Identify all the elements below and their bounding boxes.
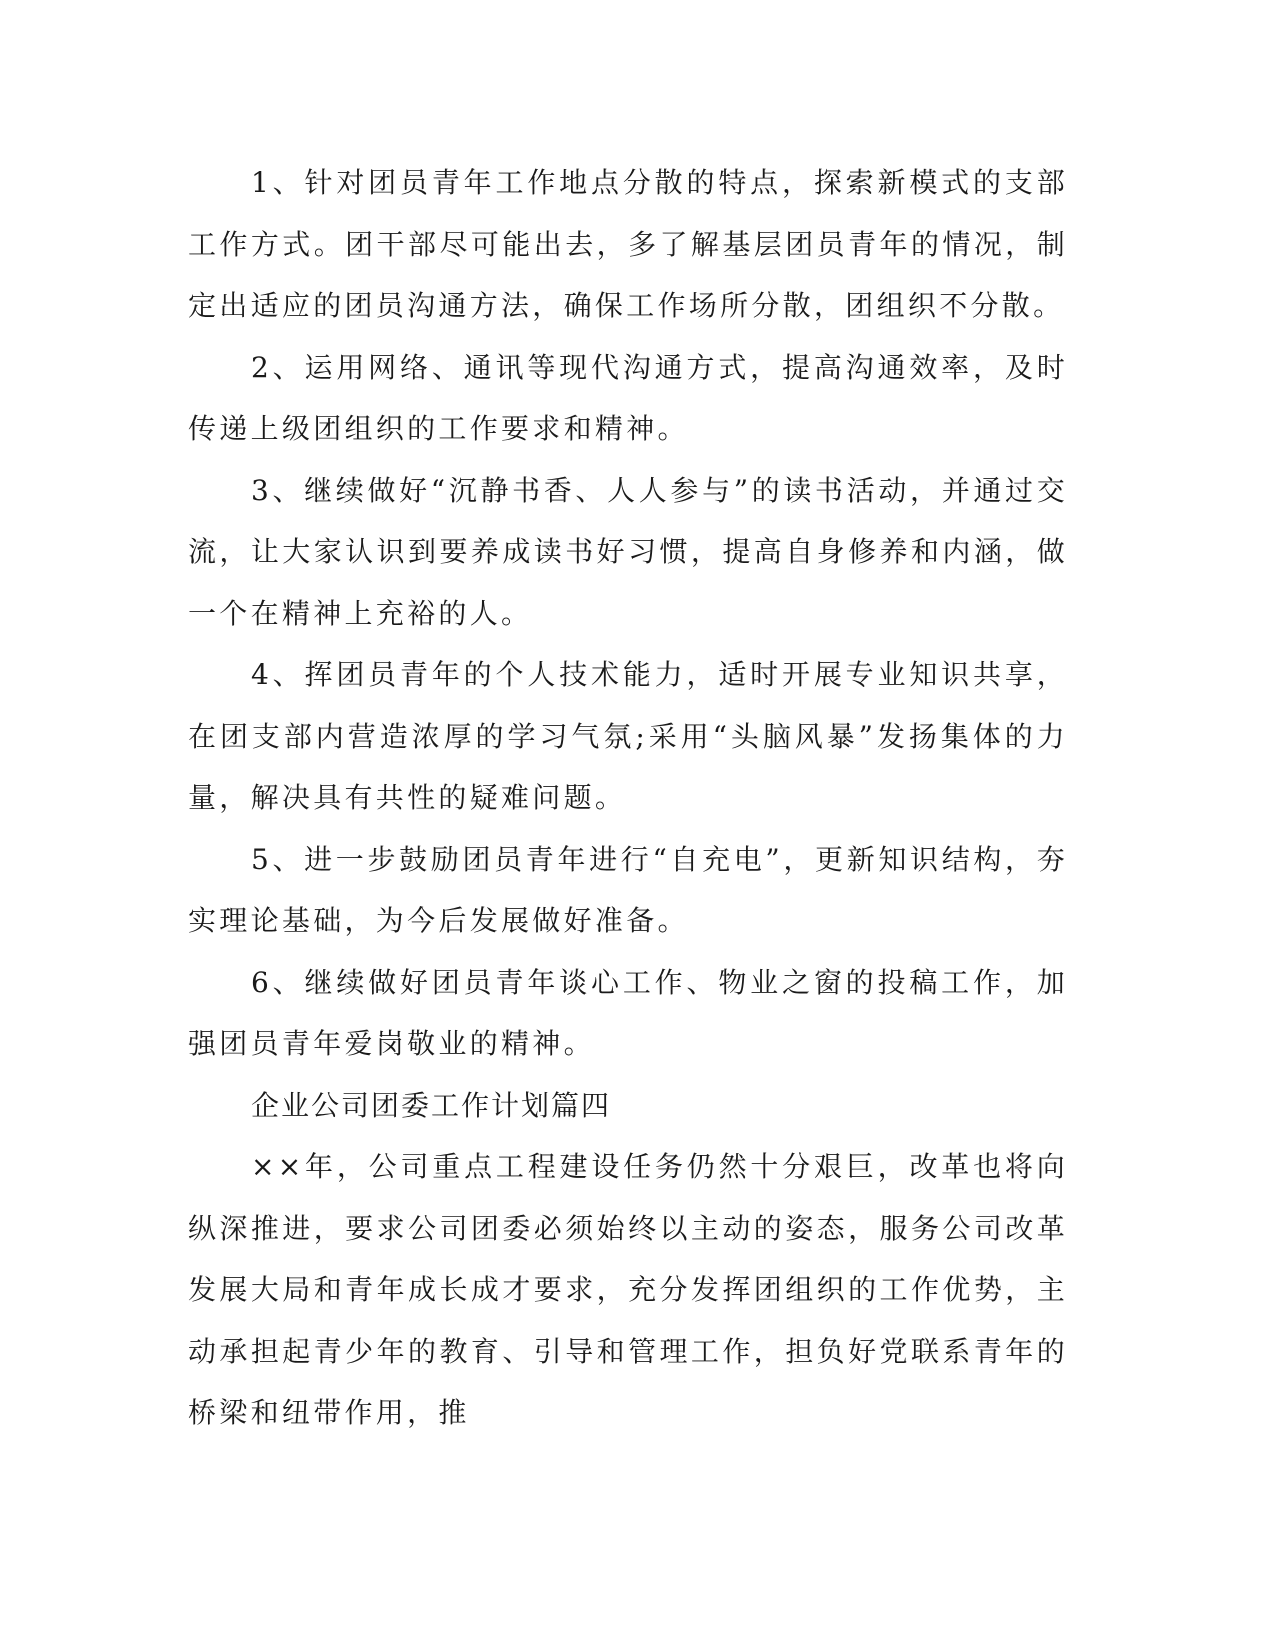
- document-page: [188, 152, 1068, 1444]
- body-paragraph: ××年，公司重点工程建设任务仍然十分艰巨，改革也将向纵深推进，要求公司团委必须始终以主动的姿态，服务公司改革发展大局和青年成长成才要求，充分发挥团组织的工作优势，主动承担起青少年的教育、引导和管理工作，担负好党联系青年的桥梁和纽带作用，推: [188, 1150, 1068, 1429]
- paragraph-item-5: 5、进一步鼓励团员青年进行“自充电”，更新知识结构，夯实理论基础，为今后发展做好准备。: [188, 842, 1068, 937]
- paragraph-item-2: 2、运用网络、通讯等现代沟通方式，提高沟通效率，及时传递上级团组织的工作要求和精神。: [188, 350, 1068, 445]
- paragraph-item-3: 3、继续做好“沉静书香、人人参与”的读书活动，并通过交流，让大家认识到要养成读书好习惯，提高自身修养和内涵，做一个在精神上充裕的人。: [188, 473, 1068, 630]
- paragraph-item-4: 4、挥团员青年的个人技术能力，适时开展专业知识共享，在团支部内营造浓厚的学习气氛;采用“头脑风暴”发扬集体的力量，解决具有共性的疑难问题。: [188, 658, 1068, 814]
- paragraph-item-1: 1、针对团员青年工作地点分散的特点，探索新模式的支部工作方式。团干部尽可能出去，多了解基层团员青年的情况，制定出适应的团员沟通方法，确保工作场所分散，团组织不分散。: [188, 166, 1068, 322]
- section-heading: 企业公司团委工作计划篇四: [251, 1088, 612, 1122]
- paragraph-item-6: 6、继续做好团员青年谈心工作、物业之窗的投稿工作，加强团员青年爱岗敬业的精神。: [188, 965, 1068, 1060]
